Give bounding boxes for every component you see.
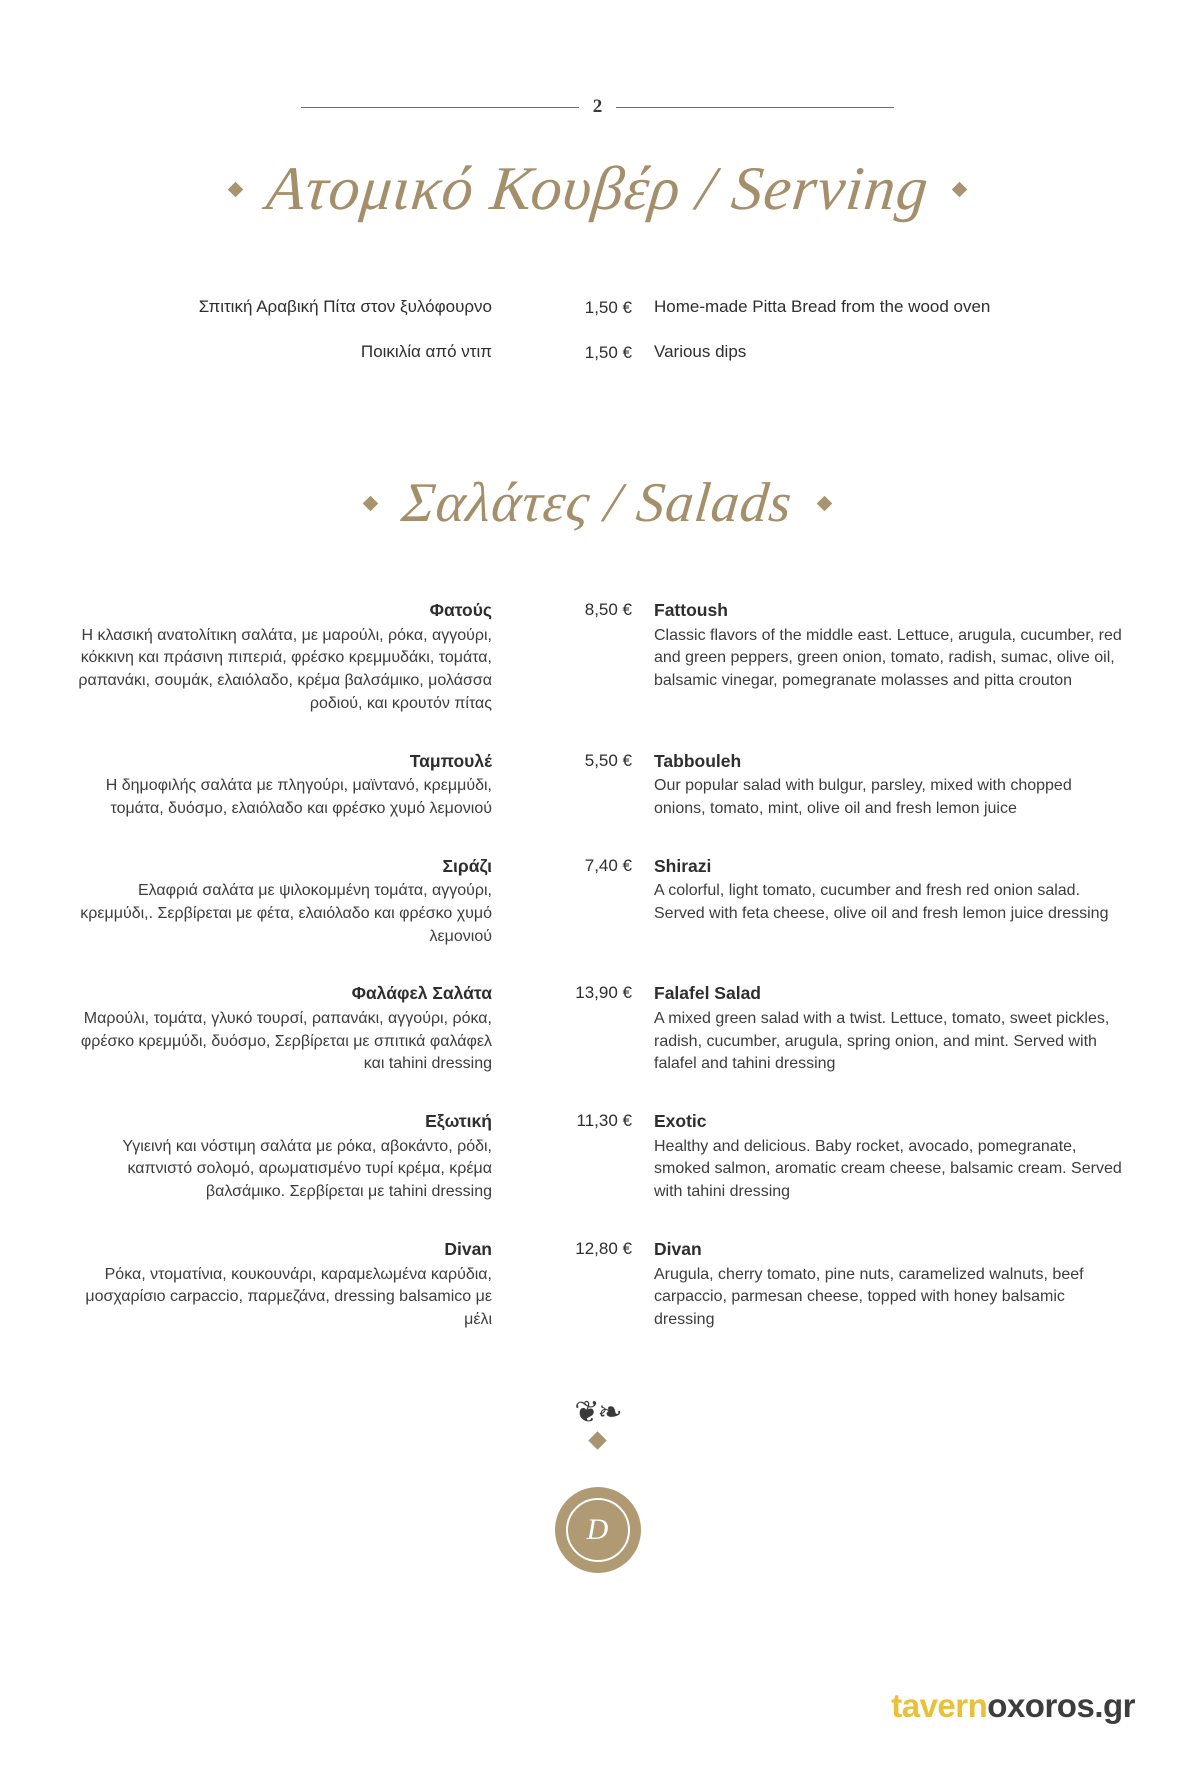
item-name-en: Falafel Salad bbox=[654, 983, 761, 1004]
item-name-en: Tabbouleh bbox=[654, 750, 742, 771]
restaurant-logo bbox=[555, 1487, 641, 1573]
item-desc-en: A mixed green salad with a twist. Lettuce, tomato, sweet pickles, radish, cucumber, arugula, spring onion, and mint. Served with falafel and tahini dressing bbox=[654, 1009, 1110, 1073]
item-desc-en: Arugula, cherry tomato, pine nuts, caramelized walnuts, beef carpaccio, parmesan cheese, topped with honey balsamic dressing bbox=[654, 1265, 1084, 1328]
item-name-gr: Εξωτική bbox=[425, 1111, 492, 1132]
item-name-gr: Φαλάφελ Σαλάτα bbox=[351, 983, 492, 1004]
menu-item-row bbox=[72, 1238, 1123, 1332]
item-name-gr: Divan bbox=[444, 1238, 492, 1259]
menu-item-row bbox=[72, 342, 1123, 363]
item-price: 13,90 € bbox=[575, 983, 632, 1003]
section-heading-serving bbox=[0, 154, 1195, 225]
serving-items-list bbox=[0, 297, 1195, 363]
item-price: 7,40 € bbox=[584, 855, 632, 875]
item-desc-en: Classic flavors of the middle east. Lettuce, arugula, cucumber, red and green peppers, green onion, tomato, radish, sumac, olive oil, balsamic vinegar, pomegranate molasses and pitta crouton bbox=[654, 626, 1122, 690]
menu-page bbox=[0, 96, 1195, 1769]
item-price: 5,50 € bbox=[584, 750, 632, 770]
page-number: 2 bbox=[592, 96, 603, 117]
watermark-part2: oxoros.gr bbox=[987, 1687, 1135, 1724]
item-desc-gr: Η δημοφιλής σαλάτα με πληγούρι, μαϊντανό, κρεμμύδι, τομάτα, δυόσμο, ελαιόλαδο και φρέσκο χυμό λεμονιού bbox=[105, 777, 492, 817]
page-rule-left bbox=[301, 107, 579, 108]
item-price: 12,80 € bbox=[575, 1238, 632, 1258]
watermark bbox=[891, 1687, 1135, 1725]
section-title-salads: Σαλάτες / Salads bbox=[399, 472, 796, 534]
item-name-en: Home-made Pitta Bread from the wood oven bbox=[654, 297, 991, 316]
item-name-gr: Σιράζι bbox=[442, 855, 492, 876]
swirl-ornament-icon: ❦❧ bbox=[574, 1394, 621, 1430]
footer-ornament bbox=[0, 1394, 1195, 1447]
diamond-icon bbox=[952, 182, 968, 198]
salads-items-list bbox=[0, 599, 1195, 1332]
page-number-row bbox=[0, 96, 1195, 118]
menu-item-row bbox=[72, 297, 1123, 318]
item-desc-en: A colorful, light tomato, cucumber and fresh red onion salad. Served with feta cheese, olive oil and fresh lemon juice dressing bbox=[654, 882, 1109, 922]
logo-ring bbox=[566, 1498, 630, 1562]
item-name-gr: Φατούς bbox=[429, 600, 492, 620]
item-price: 11,30 € bbox=[576, 1111, 632, 1131]
item-desc-gr: Η κλασική ανατολίτικη σαλάτα, με μαρούλι, ρόκα, αγγούρι, κόκκινη και πράσινη πιπεριά, φρέσκο κρεμμυδάκι, τομάτα, ραπανάκι, σουμάκ, ελαιόλαδο, κρέμα βαλσάμικο, μολάσσα ροδιού, και κρουτόν πίτας bbox=[78, 626, 492, 712]
section-title-serving: Ατομικό Κουβέρ / Serving bbox=[263, 155, 932, 223]
item-name-en: Exotic bbox=[654, 1111, 707, 1132]
item-name-en: Fattoush bbox=[654, 600, 728, 620]
item-desc-gr: Ρόκα, ντοματίνια, κουκουνάρι, καραμελωμένα καρύδια, μοσχαρίσιο carpaccio, παρμεζάνα, dressing balsamico με μέλι bbox=[85, 1265, 492, 1328]
menu-item-row bbox=[72, 982, 1123, 1076]
item-price: 8,50 € bbox=[584, 600, 632, 619]
item-desc-gr: Υγιεινή και νόστιμη σαλάτα με ρόκα, αβοκάντο, ρόδι, καπνιστό σολομό, αρωματισμένο τυρί κρέμα, κρέμα βαλσάμικο. Σερβίρεται με tahini dressing bbox=[122, 1137, 492, 1201]
menu-item-row bbox=[72, 855, 1123, 949]
item-desc-en: Healthy and delicious. Baby rocket, avocado, pomegranate, smoked salmon, aromatic cream cheese, balsamic cream. Served with tahini dressing bbox=[654, 1137, 1122, 1201]
item-name-en: Various dips bbox=[654, 342, 747, 361]
page-rule-right bbox=[616, 107, 894, 108]
item-price: 1,50 € bbox=[584, 298, 632, 317]
diamond-icon bbox=[228, 182, 244, 198]
item-price: 1,50 € bbox=[584, 343, 632, 362]
diamond-icon bbox=[816, 495, 832, 511]
diamond-icon bbox=[363, 495, 379, 511]
logo-letter: D bbox=[586, 1512, 609, 1546]
diamond-icon bbox=[588, 1431, 606, 1449]
item-desc-gr: Ελαφριά σαλάτα με ψιλοκομμένη τομάτα, αγγούρι, κρεμμύδι,. Σερβίρεται με φέτα, ελαιόλαδο και φρέσκο χυμό λεμονιού bbox=[80, 882, 492, 945]
item-name-en: Divan bbox=[654, 1238, 702, 1259]
item-desc-gr: Μαρούλι, τομάτα, γλυκό τουρσί, ραπανάκι, αγγούρι, ρόκα, φρέσκο κρεμμύδι, δυόσμο, Σερβίρεται με σπιτικά φαλάφελ και tahini dressing bbox=[80, 1009, 492, 1073]
item-desc-en: Our popular salad with bulgur, parsley, mixed with chopped onions, tomato, mint, olive oil and fresh lemon juice bbox=[654, 777, 1072, 817]
section-heading-salads bbox=[0, 471, 1195, 535]
menu-item-row bbox=[72, 599, 1123, 716]
item-name-gr: Ποικιλία από ντιπ bbox=[360, 342, 492, 361]
item-name-en: Shirazi bbox=[654, 855, 712, 876]
item-name-gr: Ταμπουλέ bbox=[409, 750, 492, 771]
watermark-part1: tavern bbox=[891, 1687, 988, 1724]
menu-item-row bbox=[72, 1110, 1123, 1204]
menu-item-row bbox=[72, 750, 1123, 821]
item-name-gr: Σπιτική Αραβική Πίτα στον ξυλόφουρνο bbox=[198, 297, 492, 316]
